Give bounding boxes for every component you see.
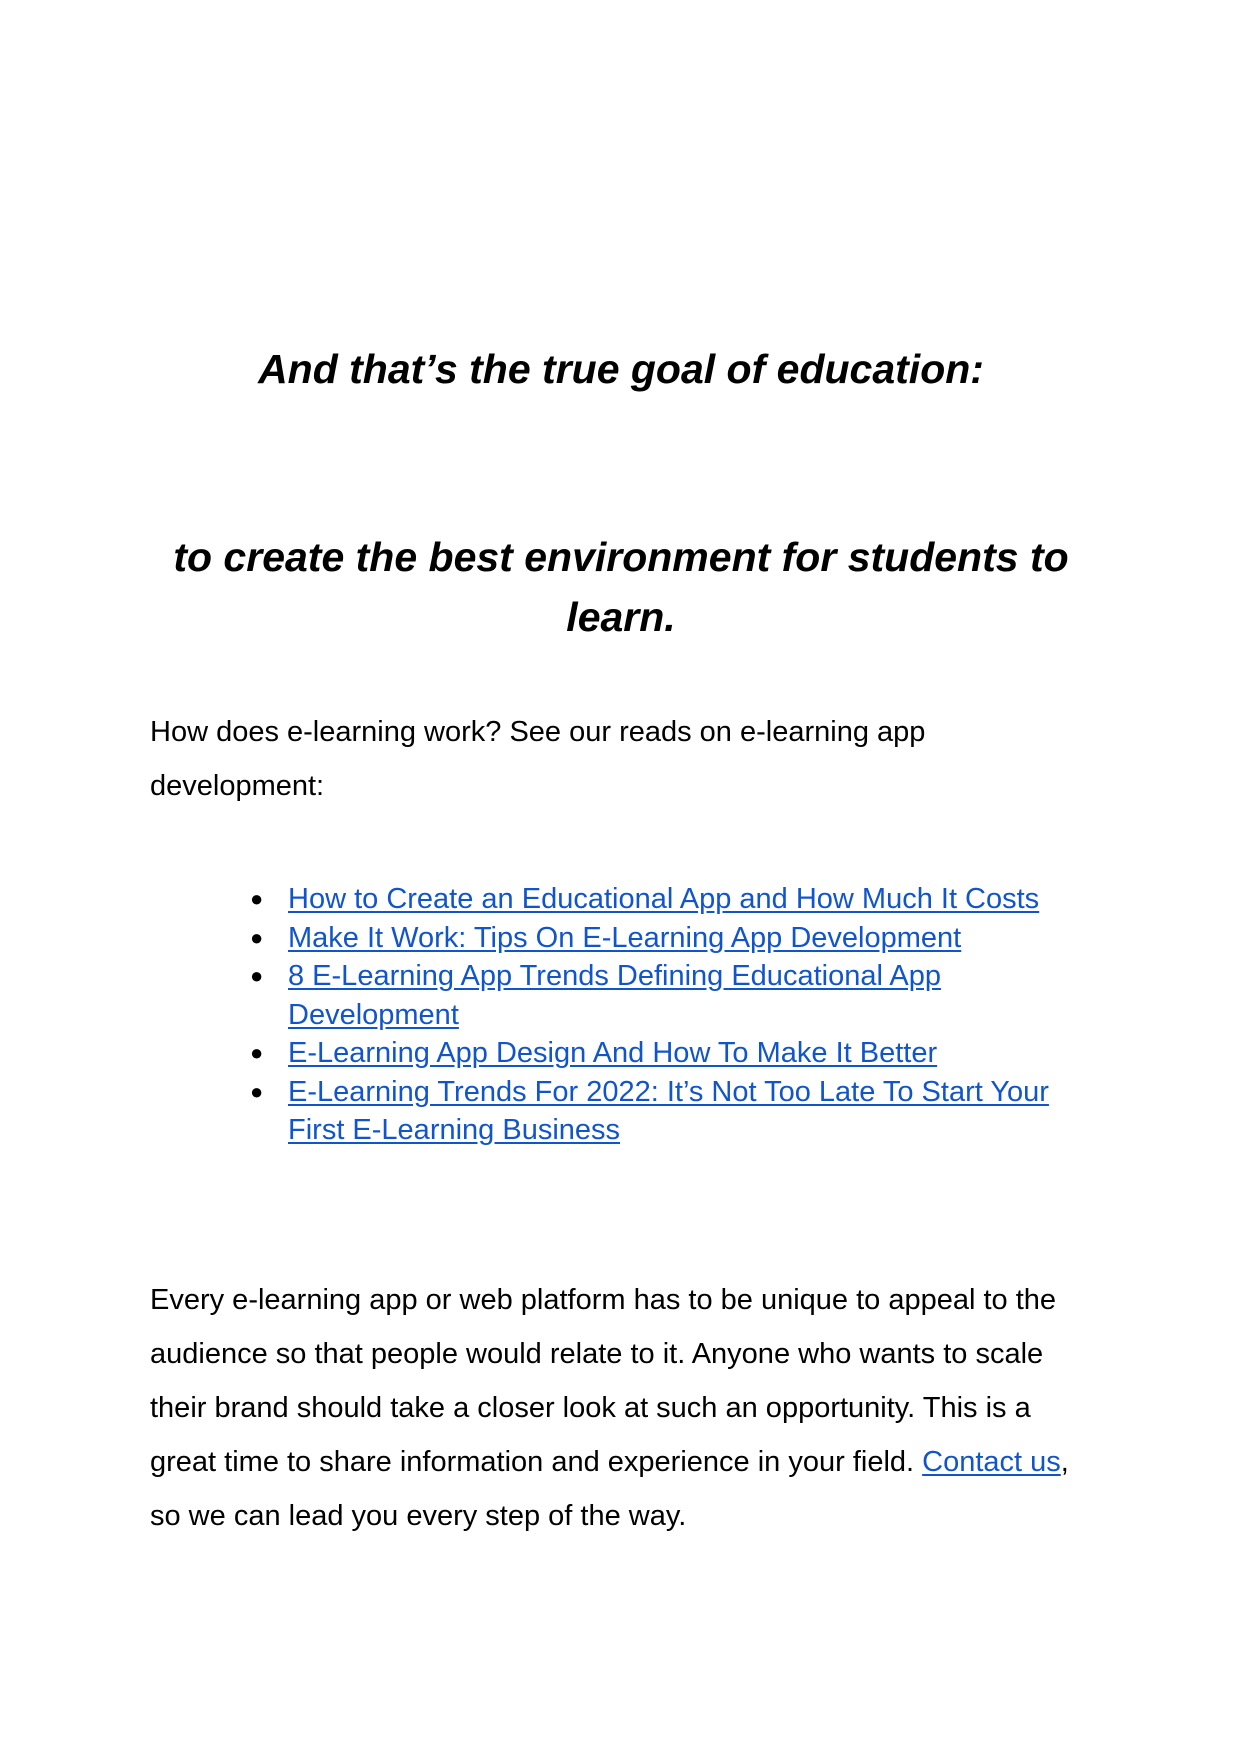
bullet-icon: ● [250,1078,264,1104]
list-item [250,1034,1090,1073]
list-item [250,957,1090,1034]
reads-link-list [250,880,1090,1150]
contact-us-link[interactable]: Contact us [922,1446,1061,1478]
intro-paragraph: How does e-learning work? See our reads on e-learning app development: [150,716,926,802]
link-elearning-trends-2022[interactable]: E-Learning Trends For 2022: It’s Not Too Late To Start Your First E-Learning Business [288,1075,1049,1146]
list-item [250,919,1090,958]
heading-goal: And that’s the true goal of education: [258,346,984,392]
closing-paragraph [150,1273,1090,1543]
closing-text-end: , so we can lead you every step of the way. [150,1446,1069,1532]
bullet-icon: ● [250,963,264,988]
bullet-icon: ● [250,886,264,911]
heading-environment: to create the best environment for students to learn. [173,534,1069,640]
list-item [250,880,1090,919]
closing-text: Every e-learning app or web platform has to be unique to appeal to the audience so that people would relate to it. Anyone who wants to scale their brand should take a closer look at such an opportunity. This is a great time to share information and experience in your field. [150,1284,1057,1478]
bullet-icon: ● [250,1040,264,1065]
link-elearning-app-trends[interactable]: 8 E-Learning App Trends Defining Educational App Development [288,960,941,1031]
link-elearning-app-design[interactable]: E-Learning App Design And How To Make It Better [288,1037,938,1069]
bullet-icon: ● [250,924,264,950]
link-create-educational-app[interactable]: How to Create an Educational App and How Much It Costs [288,883,1040,915]
link-tips-elearning-development[interactable]: Make It Work: Tips On E-Learning App Development [288,921,962,954]
list-item [250,1073,1090,1150]
